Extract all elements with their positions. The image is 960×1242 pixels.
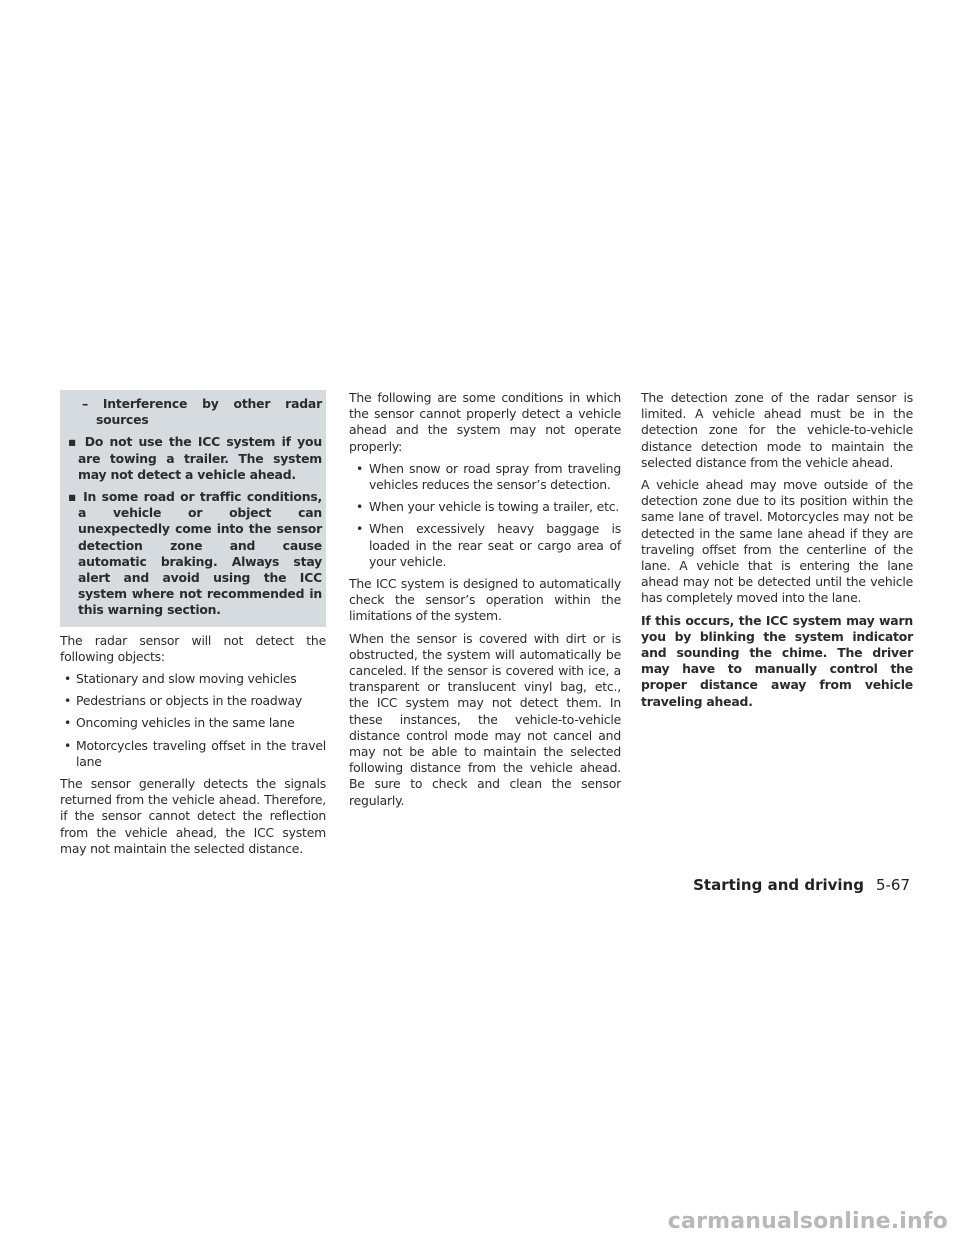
list-item-text: Oncoming vehicles in the same lane (76, 715, 295, 731)
list-item (349, 521, 621, 570)
list-item (60, 738, 326, 770)
bullet-icon: • (64, 671, 72, 687)
warning-box (60, 390, 326, 627)
list-item (349, 499, 621, 515)
warning-bullet: ▪ In some road or traffic conditions, a vehicle or object can unexpectedly come into the sensor detection zone and cause automatic braking. Always stay alert and avoid using the ICC system where not recommended in this warning section. (68, 489, 322, 618)
column-left (60, 390, 326, 863)
page-number: 5-67 (875, 876, 910, 894)
section-title: Starting and driving (693, 876, 864, 894)
list-item-text: When your vehicle is towing a trailer, etc. (369, 499, 620, 515)
warning-dash-item: – Interference by other radar sources (82, 396, 322, 428)
list-item (60, 693, 326, 709)
warning-bullet: ▪ Do not use the ICC system if you are towing a trailer. The system may not detect a vehicle ahead. (68, 434, 322, 482)
bullet-icon: • (64, 715, 72, 731)
bullet-icon: • (356, 521, 364, 537)
column-middle (349, 390, 621, 815)
list-item (349, 461, 621, 493)
paragraph: The radar sensor will not detect the following objects: (60, 632, 326, 664)
bold-paragraph: If this occurs, the ICC system may warn you by blinking the system indicator and sounding the chime. The driver may have to manually control the proper distance away from vehicle traveling ahead. (641, 612, 913, 709)
paragraph: A vehicle ahead may move outside of the detection zone due to its position within the same lane of travel. Motorcycles may not be detected in the same lane ahead if they are traveling offset from the centerline of the lane. A vehicle that is entering the lane ahead may not be detected until the vehicle has completely moved into the lane. (641, 477, 913, 606)
conditions-list (349, 461, 621, 570)
watermark-logo: carmanualsonline.info (667, 1209, 948, 1234)
paragraph: When the sensor is covered with dirt or is obstructed, the system will automatically be canceled. If the sensor is covered with ice, a transparent or translucent vinyl bag, etc., the ICC system may not detect them. In these instances, the vehicle-to-vehicle distance control mode may not cancel and may not be able to maintain the selected following distance from the vehicle ahead. Be sure to check and clean the sensor regularly. (349, 630, 621, 808)
paragraph: The ICC system is designed to automatically check the sensor’s operation within the limitations of the system. (349, 576, 621, 624)
list-item-text: Motorcycles traveling offset in the travel lane (76, 737, 326, 769)
bullet-icon: • (64, 693, 72, 709)
list-item-text: When snow or road spray from traveling vehicles reduces the sensor’s detection. (369, 460, 621, 493)
paragraph: The following are some conditions in which the sensor cannot properly detect a vehicle ahead and the system may not operate properly: (349, 390, 621, 454)
list-item-text: Pedestrians or objects in the roadway (76, 693, 303, 709)
paragraph: The detection zone of the radar sensor is limited. A vehicle ahead must be in the detection zone for the vehicle-to-vehicle distance detection mode to maintain the selected distance from the vehicle ahead. (641, 390, 913, 470)
page-footer (693, 876, 910, 894)
bullet-icon: • (356, 499, 364, 515)
bullet-icon: • (64, 737, 72, 753)
list-item (60, 671, 326, 687)
list-item (60, 715, 326, 731)
bullet-icon: • (356, 460, 364, 476)
undetected-objects-list (60, 671, 326, 770)
paragraph: The sensor generally detects the signals returned from the vehicle ahead. Therefore, if the sensor cannot detect the reflection from the vehicle ahead, the ICC system may not maintain the selected distance. (60, 776, 326, 856)
column-right (641, 390, 913, 716)
list-item-text: Stationary and slow moving vehicles (76, 671, 297, 687)
list-item-text: When excessively heavy baggage is loaded in the rear seat or cargo area of your vehicle. (369, 521, 621, 569)
